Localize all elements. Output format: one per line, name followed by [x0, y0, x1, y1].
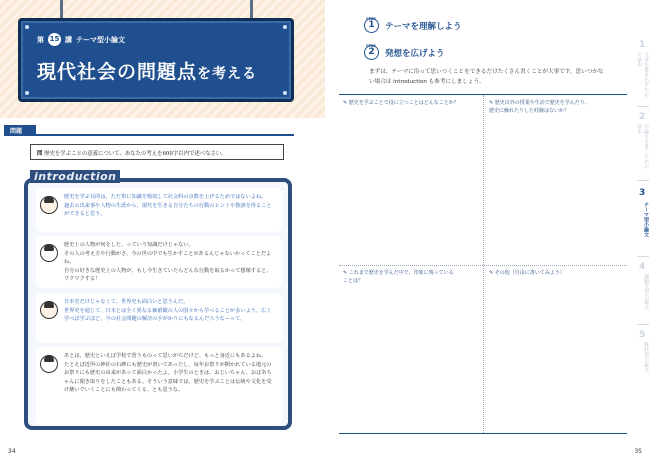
chapter-tab-number: 4 [639, 262, 646, 272]
page-number-left: 34 [8, 448, 16, 455]
intro-entry-text: 日本史だけじゃなくて、世界史も面白いと思うんだ。 世界史を通じて、日本とは全く異なる価値観の人の国々から学べることが多いよう。広く学べば学ぶほど、今の社会問題の解決の手がかりにもなるんだろうなーって。 [64, 299, 272, 322]
unit-suffix: 講 [65, 35, 72, 44]
chapter-tab-number: 5 [639, 330, 646, 340]
unit-prefix: 第 [37, 35, 44, 44]
intro-entry [36, 236, 282, 288]
step-number-badge [364, 45, 379, 60]
chapter-tab: 小論文を書くための基本 [636, 124, 649, 169]
step-number: 1 [368, 20, 375, 30]
unit-kicker [37, 33, 125, 46]
tab-divider [637, 256, 649, 257]
question-header [4, 127, 294, 136]
sign-rivet [25, 91, 29, 95]
title-main: 現代社会の問題点 [37, 61, 198, 83]
sign-pole-left [60, 0, 63, 20]
chapter-tab: 資料型小論文 [643, 342, 649, 372]
chapter-tab: 文章を書き出すための基本 [636, 52, 649, 97]
sign-rivet [25, 25, 29, 29]
unit-type: テーマ型小論文 [76, 35, 125, 44]
question-label: 問題 [4, 125, 36, 136]
chapter-tab-active: テーマ型小論文 [643, 202, 649, 237]
intro-entry-text: 歴史上の人物が何をした、っていう知識だけじゃない。 その人の考え方や行動がさ、今の世の中でも生かすことがあるんじゃないかってことだよね。 自分の好きな歴史上の人物が、もし今生きていたらどんな行動を取るかって想像すると、ワクワクする！ [64, 242, 272, 282]
step-label: テーマを理解しよう [385, 21, 462, 32]
question-text: 歴史を学ぶことの意義について、あなたの考えを600字以内で述べなさい。 [44, 151, 227, 157]
sign-rivet [283, 91, 287, 95]
step-word: STEP [366, 44, 376, 48]
grid-divider-vertical [483, 95, 484, 433]
page-number-right: 35 [634, 448, 642, 455]
step-word: STEP [366, 17, 376, 21]
chapter-tab-number: 1 [639, 40, 646, 50]
intro-entry-text: あとは、歴史といえば学校で習うものって思いがちだけど、もっと身近にもあるよね。 たとえば近所の神社の石碑にも歴史が書いてあったし、毎年お祭りが開かれている地元のお祭りにも歴史の由来があって面白かったよ。小学生のときは、おじいちゃん、おばあちゃんに聞き取りをしたこともある。そういう意味では、歴史を学ぶことは伝統や文化を受け継いでいくことにも関わってくる、とも思うな。 [64, 353, 272, 393]
sign-pole-right [250, 0, 253, 20]
chapter-tab: 課題文型小論文 [643, 274, 649, 309]
step-description: まずは、テーマに沿って思いつくことをできるだけたくさん書くことが大事です。思いつかない場合は introduction も参考にしましょう。 [369, 69, 604, 85]
chapter-tab-number: 2 [639, 112, 646, 122]
student-avatar-icon [40, 196, 58, 214]
question-box [30, 144, 284, 160]
page-title [37, 57, 257, 84]
intro-entry [36, 293, 282, 343]
intro-entry-text: 歴史を学ぶ目的は、ただ単に知識を吸収して社会科の点数を上げるためではないよね。 過去の出来事や人物の生涯から、現代を生きる自分たちの行動のヒントや教訓を得ることができると思う。 [64, 194, 272, 217]
step-label: 発想を広げよう [385, 48, 445, 59]
student-avatar-icon [40, 244, 58, 262]
right-page [325, 0, 650, 459]
brainstorm-grid [339, 94, 627, 434]
student-avatar-icon [40, 355, 58, 373]
title-tail: を考える [197, 66, 258, 82]
intro-entry [36, 347, 282, 425]
step-1 [364, 18, 462, 33]
introduction-heading: introduction [30, 170, 120, 183]
step-number-badge [364, 18, 379, 33]
prompt-cell[interactable]: ✎ これまで歴史を学んだ中で、印象に残っている ことは？ [343, 269, 481, 285]
sign-rivet [283, 25, 287, 29]
prompt-cell[interactable]: ✎ 歴史以外の授業や生活で歴史を学んだり、 歴史に触れたりした経験はないか？ [489, 99, 625, 115]
intro-entry [36, 188, 282, 232]
prompt-cell[interactable]: ✎ その他（自由に書いてみよう） [489, 269, 625, 277]
unit-number: 15 [48, 33, 61, 46]
step-2 [364, 45, 445, 60]
chapter-tab-number: 3 [639, 188, 646, 198]
title-sign [18, 18, 294, 102]
prompt-cell[interactable]: ✎ 歴史を学ぶことで役に立つことはどんなことか？ [343, 99, 481, 107]
tab-divider [637, 324, 649, 325]
question-marker: 問 [37, 151, 43, 157]
step-number: 2 [368, 47, 375, 57]
grid-divider-horizontal [339, 265, 627, 266]
tab-divider [637, 106, 649, 107]
student-avatar-icon [40, 301, 58, 319]
tab-divider [637, 180, 649, 181]
